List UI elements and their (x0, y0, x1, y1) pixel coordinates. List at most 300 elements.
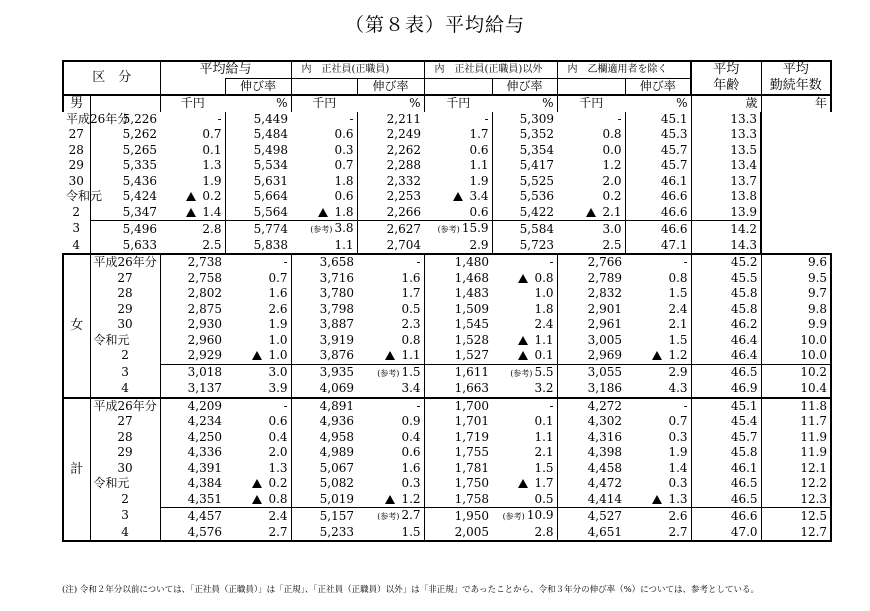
nonregular-cell (424, 271, 492, 287)
avg-age-cell-value: 46.6 (730, 508, 758, 523)
excl-otsu-growth-cell (625, 317, 691, 333)
decrease-triangle-icon (453, 192, 463, 201)
avg-years-cell-value: 13.8 (730, 189, 758, 203)
year-cell-value: 4 (72, 237, 81, 252)
excl-otsu-cell (557, 525, 625, 542)
excl-otsu-growth-cell-value: - (683, 255, 688, 269)
regular-cell-value: 3,780 (319, 286, 355, 300)
nonregular-growth-cell (424, 221, 492, 238)
salary-growth-cell (160, 143, 225, 159)
nonregular-growth-cell (424, 158, 492, 174)
avg-years-cell (761, 508, 831, 525)
header-growth-2: 伸び率 (357, 78, 424, 95)
excl-otsu-cell-value: 5,536 (519, 189, 555, 203)
nonregular-cell-value: 1,468 (454, 270, 490, 285)
nonregular-cell (357, 143, 424, 159)
nonregular-cell (357, 174, 424, 190)
regular-growth-cell (357, 476, 424, 492)
regular-cell (291, 348, 357, 364)
nonregular-cell-value: 2,704 (386, 237, 422, 252)
excl-otsu-cell (557, 398, 625, 415)
regular-cell (225, 189, 291, 205)
table-row (63, 414, 831, 430)
regular-growth-cell (291, 174, 357, 190)
table-row (63, 127, 831, 143)
salary-growth-cell (160, 127, 225, 143)
nonregular-growth-cell (424, 127, 492, 143)
avg-age-cell (691, 461, 761, 477)
nonregular-cell (424, 476, 492, 492)
nonregular-growth-cell-value: 0.1 (534, 348, 554, 362)
avg-age-cell (691, 492, 761, 508)
year-cell-value: 27 (117, 270, 133, 285)
excl-otsu-growth-cell-value: 1.5 (668, 332, 688, 347)
nonregular-cell-value: 1,663 (454, 381, 490, 395)
regular-cell-value: 3,658 (319, 255, 355, 269)
year-cell-value: 30 (68, 173, 84, 188)
nonregular-growth-cell (492, 254, 557, 271)
avg-years-cell (761, 476, 831, 492)
nonregular-cell-value: 1,480 (454, 255, 490, 269)
excl-otsu-cell (557, 445, 625, 461)
regular-cell-value: 5,449 (253, 111, 289, 126)
avg-age-cell (691, 302, 761, 318)
excl-otsu-growth-cell (625, 445, 691, 461)
salary-cell (160, 414, 225, 430)
unit-yen: 千円 (160, 95, 225, 112)
avg-years-cell (761, 492, 831, 508)
salary-cell (160, 348, 225, 364)
decrease-triangle-icon (586, 208, 596, 217)
salary-growth-cell-value: 0.8 (268, 491, 288, 506)
excl-otsu-growth-cell (625, 492, 691, 508)
nonregular-growth-cell-value: - (484, 111, 489, 126)
unit-age: 歳 (691, 95, 761, 112)
nonregular-growth-cell (492, 508, 557, 525)
table-row (63, 238, 831, 255)
nonregular-cell-value: 2,332 (386, 173, 422, 188)
nonregular-cell (424, 525, 492, 542)
year-cell-value: 2 (72, 204, 81, 219)
year-cell (63, 174, 90, 190)
salary-table (62, 60, 832, 542)
regular-cell (291, 302, 357, 318)
avg-age-cell (625, 112, 691, 128)
nonregular-cell-value: 1,509 (454, 301, 490, 316)
excl-otsu-growth-cell-value: 0.0 (602, 142, 622, 157)
excl-otsu-growth-cell (557, 189, 625, 205)
salary-cell (160, 254, 225, 271)
salary-growth-cell (225, 286, 291, 302)
nonregular-cell-value: 2,005 (454, 524, 490, 539)
salary-cell (90, 174, 160, 190)
reference-tag: (参考) (377, 368, 400, 378)
nonregular-growth-cell-value: 0.8 (534, 270, 554, 285)
avg-age-cell-value: 46.1 (730, 460, 758, 475)
avg-years-cell (761, 302, 831, 318)
salary-growth-cell-value: - (283, 398, 288, 413)
nonregular-cell (424, 445, 492, 461)
excl-otsu-growth-cell-value: 3.0 (602, 221, 622, 236)
regular-growth-cell (291, 221, 357, 238)
salary-cell-value: 4,457 (187, 508, 223, 523)
excl-otsu-cell-value: 2,832 (587, 286, 623, 300)
excl-otsu-growth-cell (625, 364, 691, 381)
table-row (63, 271, 831, 287)
regular-growth-cell-value: 0.8 (401, 332, 421, 347)
avg-years-cell (691, 112, 761, 128)
regular-growth-cell (291, 127, 357, 143)
year-cell (90, 445, 160, 461)
year-cell (63, 238, 90, 255)
salary-growth-cell-value: 0.2 (268, 476, 288, 490)
year-cell-value: 28 (68, 142, 84, 157)
regular-growth-cell-value: 0.3 (401, 476, 421, 490)
decrease-triangle-icon (652, 351, 662, 360)
page-title: （第８表）平均給与 (344, 14, 525, 36)
table-row (63, 143, 831, 159)
avg-years-cell (761, 317, 831, 333)
excl-otsu-cell (557, 414, 625, 430)
nonregular-growth-cell-value: 1.5 (534, 460, 554, 475)
salary-growth-cell-value: 2.4 (268, 508, 288, 523)
table-row (63, 333, 831, 349)
year-cell-value: 令和元 (93, 476, 130, 490)
avg-age-cell (691, 398, 761, 415)
salary-growth-cell (225, 445, 291, 461)
excl-otsu-growth-cell-value: 0.7 (668, 414, 688, 428)
excl-otsu-growth-cell-value: 0.8 (668, 270, 688, 285)
regular-growth-cell (357, 333, 424, 349)
avg-years-cell (761, 430, 831, 446)
avg-years-cell-value: 9.8 (807, 301, 828, 316)
excl-otsu-growth-cell-value: 2.6 (668, 508, 688, 523)
avg-age-cell-value: 46.5 (730, 491, 758, 506)
header-regular: 内 正社員(正職員) (291, 61, 424, 78)
unit-pct: % (625, 95, 691, 112)
salary-cell (160, 508, 225, 525)
nonregular-growth-cell-value: 2.4 (534, 317, 554, 331)
unit-yen: 千円 (291, 95, 357, 112)
nonregular-cell-value: 1,755 (454, 445, 490, 459)
excl-otsu-cell-value: 4,458 (587, 460, 623, 475)
regular-cell-value: 5,484 (253, 127, 289, 141)
excl-otsu-cell (557, 430, 625, 446)
salary-cell-value: 5,226 (122, 111, 158, 126)
year-cell (63, 158, 90, 174)
nonregular-cell (424, 492, 492, 508)
excl-otsu-cell-value: 4,414 (587, 491, 623, 506)
excl-otsu-growth-cell-value: 2.4 (668, 301, 688, 316)
salary-cell (160, 317, 225, 333)
unit-year: 年 (761, 95, 831, 112)
nonregular-cell-value: 2,211 (386, 111, 422, 126)
nonregular-growth-cell (492, 461, 557, 477)
nonregular-growth-cell (492, 414, 557, 430)
nonregular-growth-cell-value: 1.7 (469, 127, 489, 141)
regular-cell-value: 4,958 (319, 429, 355, 444)
regular-growth-cell (291, 189, 357, 205)
regular-cell-value: 3,887 (319, 317, 355, 331)
excl-otsu-cell (557, 476, 625, 492)
nonregular-growth-cell (492, 525, 557, 542)
salary-growth-cell-value: 2.0 (268, 445, 288, 459)
nonregular-cell-value: 2,262 (386, 142, 422, 157)
salary-growth-cell-value: 0.7 (268, 270, 288, 285)
nonregular-growth-cell-value: 1.8 (534, 301, 554, 316)
table-row (63, 364, 831, 381)
avg-years-cell (761, 525, 831, 542)
avg-age-cell-value: 45.7 (660, 158, 688, 172)
excl-otsu-growth-cell-value: 0.3 (668, 476, 688, 490)
nonregular-growth-cell-value: 1.1 (534, 332, 554, 347)
excl-otsu-growth-cell (625, 461, 691, 477)
table-row (63, 174, 831, 190)
nonregular-growth-cell (492, 271, 557, 287)
excl-otsu-growth-cell-value: 1.4 (668, 460, 688, 475)
table-row (63, 508, 831, 525)
salary-cell (160, 381, 225, 398)
avg-age-cell-value: 45.7 (660, 142, 688, 157)
decrease-triangle-icon (186, 208, 196, 217)
avg-years-cell (761, 364, 831, 381)
avg-age-cell (691, 430, 761, 446)
salary-growth-cell (160, 205, 225, 221)
nonregular-growth-cell (492, 302, 557, 318)
year-cell (90, 333, 160, 349)
regular-growth-cell-value: 0.9 (401, 414, 421, 428)
salary-growth-cell-value: 1.9 (202, 173, 222, 188)
avg-years-cell-value: 11.9 (800, 445, 828, 459)
year-cell (63, 205, 90, 221)
nonregular-growth-cell (492, 348, 557, 364)
salary-cell (160, 398, 225, 415)
excl-otsu-cell (492, 143, 557, 159)
excl-otsu-cell-value: 4,472 (587, 476, 623, 490)
excl-otsu-growth-cell (557, 158, 625, 174)
salary-cell (160, 286, 225, 302)
salary-cell-value: 5,633 (122, 237, 158, 252)
unit-pct: % (357, 95, 424, 112)
reference-tag: (参考) (510, 368, 533, 378)
avg-years-cell (761, 271, 831, 287)
table-row (63, 398, 831, 415)
regular-cell-value: 3,716 (319, 270, 355, 285)
year-cell-value: 4 (121, 524, 129, 539)
nonregular-growth-cell-value: 10.9 (526, 508, 554, 522)
avg-years-cell-value: 12.3 (800, 491, 828, 506)
excl-otsu-growth-cell (625, 302, 691, 318)
salary-cell-value: 2,738 (187, 255, 223, 269)
avg-age-cell-value: 45.5 (730, 270, 758, 285)
nonregular-growth-cell-value: 3.4 (469, 189, 489, 203)
avg-years-cell (691, 127, 761, 143)
regular-growth-cell-value: 1.6 (401, 270, 421, 285)
salary-growth-cell-value: 0.4 (268, 429, 288, 444)
avg-years-cell-value: 10.4 (800, 381, 828, 395)
salary-growth-cell-value: - (217, 111, 222, 126)
year-cell (90, 508, 160, 525)
salary-growth-cell-value: 2.8 (202, 221, 222, 236)
year-cell (90, 525, 160, 542)
excl-otsu-cell (557, 333, 625, 349)
regular-growth-cell-value: 1.7 (401, 286, 421, 300)
excl-otsu-cell-value: 5,309 (519, 111, 555, 126)
regular-cell-value: 3,876 (319, 348, 355, 362)
year-cell-value: 30 (117, 460, 133, 475)
excl-otsu-cell-value: 5,352 (519, 127, 555, 141)
regular-growth-cell (291, 158, 357, 174)
excl-otsu-growth-cell-value: 2.9 (668, 365, 688, 379)
regular-cell (291, 317, 357, 333)
regular-growth-cell-value: 1.5 (401, 524, 421, 539)
avg-age-cell (691, 286, 761, 302)
excl-otsu-cell (492, 158, 557, 174)
nonregular-growth-cell-value: 3.2 (534, 381, 554, 395)
salary-cell-value: 4,336 (187, 445, 223, 459)
regular-cell (225, 158, 291, 174)
avg-years-cell (691, 174, 761, 190)
salary-cell-value: 5,347 (122, 204, 158, 219)
excl-otsu-growth-cell (557, 127, 625, 143)
decrease-triangle-icon (186, 192, 196, 201)
year-cell-value: 30 (117, 317, 133, 331)
unit-pct: % (492, 95, 557, 112)
regular-cell (225, 238, 291, 255)
salary-cell (160, 461, 225, 477)
salary-cell-value: 4,234 (187, 414, 223, 428)
regular-growth-cell-value: 0.6 (334, 189, 354, 203)
nonregular-cell-value: 1,700 (454, 398, 490, 413)
excl-otsu-growth-cell-value: - (683, 398, 688, 413)
decrease-triangle-icon (385, 495, 395, 504)
regular-cell-value: 5,564 (253, 204, 289, 219)
table-row (63, 476, 831, 492)
nonregular-growth-cell (424, 189, 492, 205)
footnote: (注) 令和２年分以前については、「正社員（正職員）」は「正規」、「正社員（正職員）以外」は「非正規」であったことから、令和３年分の伸び率（%）については、参考としている。 (62, 585, 759, 595)
salary-growth-cell-value: 0.6 (268, 414, 288, 428)
year-cell-value: 3 (121, 364, 129, 379)
salary-growth-cell-value: 2.7 (268, 524, 288, 539)
avg-years-cell (691, 158, 761, 174)
avg-years-cell-value: 9.9 (807, 317, 828, 331)
excl-otsu-growth-cell-value: 1.5 (668, 286, 688, 300)
nonregular-cell (424, 430, 492, 446)
salary-cell-value: 4,209 (187, 398, 223, 413)
excl-otsu-cell-value: 4,316 (587, 429, 623, 444)
avg-age-cell-value: 46.4 (730, 348, 758, 362)
nonregular-cell (424, 508, 492, 525)
avg-years-cell-value: 13.9 (730, 204, 758, 219)
regular-cell (225, 112, 291, 128)
regular-cell (291, 476, 357, 492)
salary-growth-cell (160, 112, 225, 128)
salary-cell (90, 205, 160, 221)
regular-cell-value: 5,082 (319, 476, 355, 490)
avg-years-cell-value: 10.2 (800, 365, 828, 379)
excl-otsu-growth-cell (625, 414, 691, 430)
salary-growth-cell (225, 461, 291, 477)
avg-years-cell (691, 205, 761, 221)
salary-growth-cell-value: 1.3 (202, 158, 222, 172)
excl-otsu-cell (557, 492, 625, 508)
regular-growth-cell (357, 381, 424, 398)
avg-years-cell (761, 286, 831, 302)
header-avg-years: 平均 勤続年数 (761, 61, 831, 95)
regular-growth-cell (357, 317, 424, 333)
year-cell (90, 398, 160, 415)
salary-growth-cell-value: 1.0 (268, 348, 288, 362)
regular-growth-cell-value: - (416, 255, 421, 269)
excl-otsu-growth-cell-value: 1.9 (668, 445, 688, 459)
regular-cell-value: 5,774 (253, 221, 289, 236)
nonregular-cell-value: 1,719 (454, 429, 490, 444)
salary-growth-cell-value: 2.5 (202, 237, 222, 252)
salary-growth-cell (225, 414, 291, 430)
nonregular-cell-value: 2,288 (386, 158, 422, 172)
avg-years-cell-value: 10.0 (800, 348, 828, 362)
excl-otsu-cell-value: 4,272 (587, 398, 623, 413)
year-cell-value: 3 (121, 508, 129, 523)
salary-growth-cell-value: - (283, 255, 288, 269)
table-row (63, 286, 831, 302)
salary-cell (160, 430, 225, 446)
regular-growth-cell (357, 445, 424, 461)
year-cell (90, 364, 160, 381)
avg-years-cell-value: 13.7 (730, 173, 758, 188)
salary-growth-cell-value: 1.0 (268, 332, 288, 347)
regular-cell-value: 4,936 (319, 414, 355, 428)
excl-otsu-cell-value: 2,961 (587, 317, 623, 331)
excl-otsu-growth-cell (557, 238, 625, 255)
year-cell (90, 317, 160, 333)
salary-cell-value: 2,960 (187, 332, 223, 347)
salary-growth-cell (225, 430, 291, 446)
avg-years-cell-value: 12.7 (800, 524, 828, 539)
avg-age-cell-value: 45.7 (730, 429, 758, 444)
salary-growth-cell (225, 364, 291, 381)
salary-growth-cell (160, 158, 225, 174)
nonregular-growth-cell (424, 238, 492, 255)
regular-growth-cell (357, 508, 424, 525)
avg-years-cell (761, 445, 831, 461)
excl-otsu-growth-cell-value: 0.3 (668, 429, 688, 444)
year-cell (90, 461, 160, 477)
year-cell (90, 254, 160, 271)
avg-age-cell (691, 381, 761, 398)
group-label: 女 (63, 254, 90, 398)
avg-age-cell (691, 271, 761, 287)
regular-growth-cell-value: 1.8 (334, 173, 354, 188)
salary-growth-cell (225, 302, 291, 318)
year-cell (63, 189, 103, 205)
table-body (63, 112, 831, 542)
salary-growth-cell-value: 0.2 (202, 189, 222, 203)
excl-otsu-cell-value: 4,302 (587, 414, 623, 428)
salary-growth-cell (225, 271, 291, 287)
regular-growth-cell-value: 0.7 (334, 158, 354, 172)
excl-otsu-growth-cell-value: 2.7 (668, 524, 688, 539)
avg-age-cell-value: 46.4 (730, 332, 758, 347)
avg-years-cell-value: 12.5 (800, 508, 828, 523)
regular-growth-cell-value: - (416, 398, 421, 413)
excl-otsu-growth-cell-value: 1.2 (602, 158, 622, 172)
avg-age-cell (625, 189, 691, 205)
excl-otsu-cell (557, 317, 625, 333)
regular-cell-value: 5,498 (253, 142, 289, 157)
regular-cell (291, 461, 357, 477)
regular-growth-cell-value: 2.3 (401, 317, 421, 331)
